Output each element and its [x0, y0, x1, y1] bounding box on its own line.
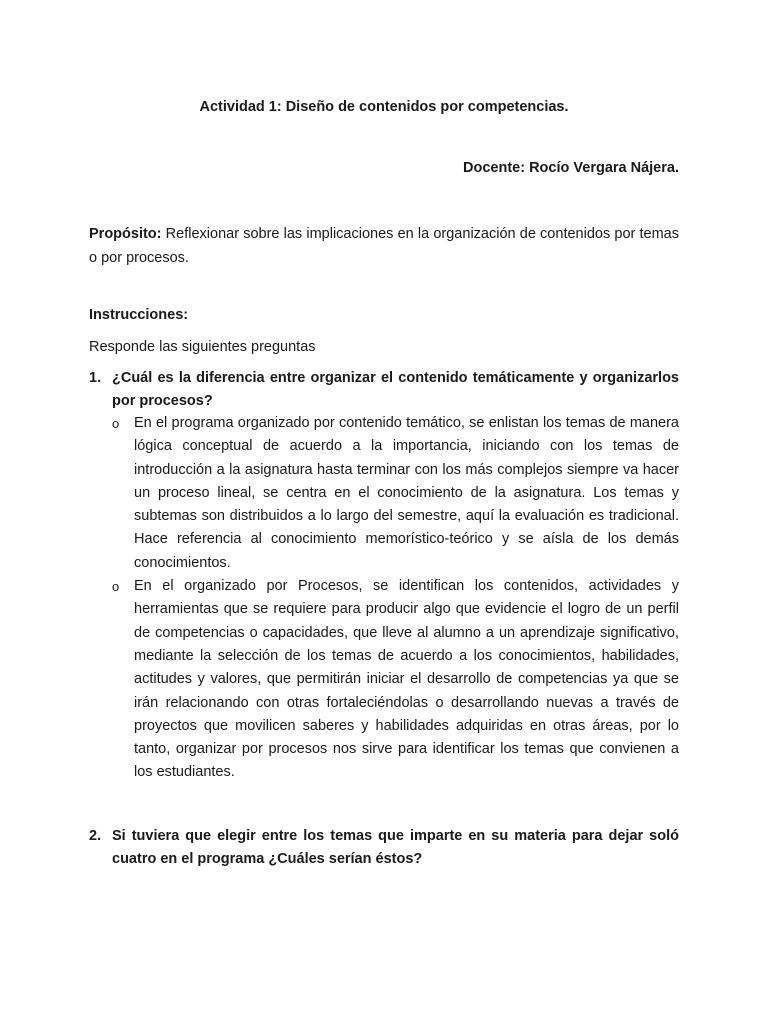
document-title: Actividad 1: Diseño de contenidos por competencias. [199, 99, 569, 115]
bullet-marker: o [112, 579, 120, 595]
instructions-text: Responde las siguientes preguntas [89, 339, 316, 355]
bullet-marker: o [112, 416, 120, 431]
instructions-heading: Instrucciones: [89, 307, 189, 323]
question-1 [89, 367, 679, 413]
answer-item [89, 412, 679, 575]
purpose-paragraph [89, 222, 679, 270]
question-number: 1. [89, 370, 102, 386]
answer-item [89, 575, 679, 785]
question-number: 2. [89, 828, 102, 844]
answer-text: En el organizado por Procesos, se identifican los contenidos, actividades y herramientas que se requiere para producir algo que evidencie el logro de un perfil de competencias o capacidades, que lleve al alumno a un aprendizaje significativo, mediante la selección de los temas de acuerdo a los conocimientos, habilidades, actitudes y valores, que permitirán iniciar el desarrollo de competencias ya que se irán relacionando con otras fortaleciéndolas o desarrollando nuevas a través de proyectos que movilicen saberes y habilidades adquiridas en otras áreas, por lo tanto, organizar por procesos nos sirve para identificar los temas que convienen a los estudiantes. [134, 578, 679, 781]
question-text: ¿Cuál es la diferencia entre organizar el contenido temáticamente y organizarlos por procesos? [112, 370, 679, 409]
question-2 [89, 825, 679, 871]
answer-text: En el programa organizado por contenido temático, se enlistan los temas de manera lógica conceptual de acuerdo a la importancia, iniciando con los temas de introducción a la asignatura hasta terminar con los más complejos siempre va hacer un proceso lineal, se centra en el conocimiento de la asignatura. Los temas y subtemas son distribuidos a lo largo del semestre, aquí la evaluación es tradicional. Hace referencia al conocimiento memorístico-teórico y se aísla de los demás conocimientos. [134, 415, 679, 571]
question-text: Si tuviera que elegir entre los temas que imparte en su materia para dejar soló cuatro en el programa ¿Cuáles serían éstos? [112, 828, 679, 867]
question-1-answers [89, 412, 679, 785]
teacher-name: Docente: Rocío Vergara Nájera. [463, 160, 679, 176]
purpose-text: Reflexionar sobre las implicaciones en la organización de contenidos por temas o por procesos. [89, 226, 679, 266]
purpose-label: Propósito: [89, 226, 162, 242]
